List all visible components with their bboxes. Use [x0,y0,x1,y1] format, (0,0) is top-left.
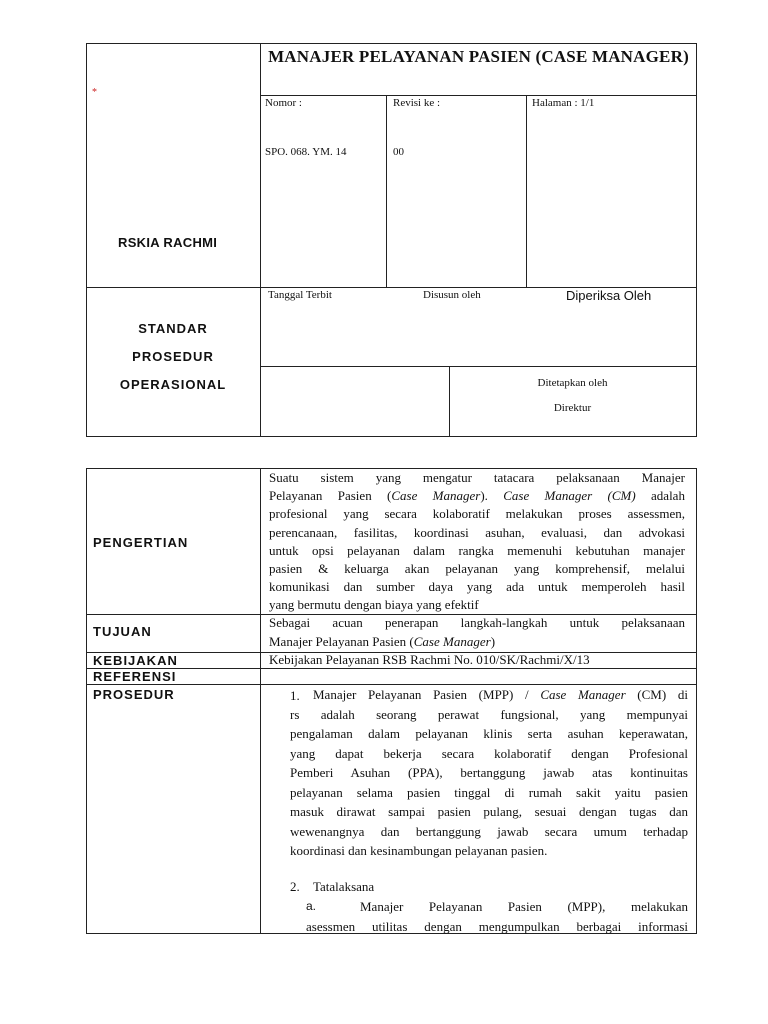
revisi-value: 00 [393,146,404,158]
prosedur-line: Pemberi Asuhan (PPA), bertanggung jawab atas kontinuitas [290,765,688,780]
direktur-label: Direktur [553,402,592,414]
kebijakan-value: Kebijakan Pelayanan RSB Rachmi No. 010/SK/Rachmi/X/13 [269,652,590,667]
pengertian-line: yang bermutu dengan biaya yang efektif [269,597,479,613]
sop-line-3: OPERASIONAL [119,377,227,392]
prosedur-item-2-number: 2. [290,879,300,894]
diperiksa-oleh-label: Diperiksa Oleh [566,288,652,303]
prosedur-line: masuk dirawat sampai pasien pulang, sesuai dengan tugas dan [290,804,688,819]
pengertian-line: untuk opsi pelayanan dalam rangka memenuhi kebutuhan manajer [269,542,685,558]
prosedur-line: Manajer Pelayanan Pasien (MPP), melakukan [360,899,688,914]
referensi-label: REFERENSI [93,669,177,684]
pengertian-line: perencanaan, fasilitas, koordinasi asuhan, evaluasi, dan advokasi [269,524,685,540]
tanggal-terbit-label: Tanggal Terbit [268,289,332,301]
hospital-logo-mark: * [92,87,97,98]
halaman-label: Halaman : 1/1 [532,97,595,109]
prosedur-line: rs adalah seorang perawat fungsional, yang mempunyai [290,706,688,722]
prosedur-line: Manajer Pelayanan Pasien (MPP) / Case Manager (CM) di [313,687,688,702]
pengertian-label: PENGERTIAN [93,535,189,550]
prosedur-label: PROSEDUR [93,687,175,702]
disusun-oleh-label: Disusun oleh [423,289,481,301]
kebijakan-label: KEBIJAKAN [93,653,178,668]
sop-line-1: STANDAR [138,321,208,336]
tujuan-line: Manajer Pelayanan Pasien (Case Manager) [269,634,496,649]
prosedur-item-2a-letter: a. [306,899,317,913]
prosedur-line: pengalaman dalam pelayanan klinis serta asuhan keperawatan, [290,726,688,741]
revisi-label: Revisi ke : [393,97,441,109]
nomor-value: SPO. 068. YM. 14 [265,146,347,158]
prosedur-line: asessmen utilitas dengan mengumpulkan berbagai informasi [306,918,688,934]
nomor-label: Nomor : [265,97,302,109]
prosedur-item-2-title: Tatalaksana [313,879,375,894]
tujuan-label: TUJUAN [93,624,152,639]
sop-line-2: PROSEDUR [132,349,214,364]
pengertian-line: profesional yang secara kolaboratif melakukan proses assessmen, [269,506,685,522]
prosedur-item-1-number: 1. [290,688,300,703]
pengertian-line: Pelayanan Pasien (Case Manager). Case Manager (CM) adalah [269,488,685,504]
prosedur-item-2a [306,897,688,936]
pengertian-line: Suatu sistem yang mengatur tatacara pelaksanaan Manajer [269,470,685,485]
prosedur-line: yang dapat bekerja secara kolaboratif dengan Profesional [290,745,688,761]
tujuan-line: Sebagai acuan penerapan langkah-langkah untuk pelaksanaan [269,615,685,630]
prosedur-line: pelayanan selama pasien tinggal di rumah sakit yaitu pasien [290,784,688,800]
prosedur-line: koordinasi dan kesinambungan pelayanan pasien. [290,843,548,858]
document-title: MANAJER PELAYANAN PASIEN (CASE MANAGER) [268,47,689,66]
prosedur-line: wewenangnya dan bertanggung jawab secara umum terhadap [290,823,688,839]
pengertian-text [269,469,685,615]
ditetapkan-oleh-label: Ditetapkan oleh [537,377,608,389]
prosedur-item-1 [290,685,688,861]
tujuan-text [269,613,685,651]
pengertian-line: komunikasi dan sumber daya yang ada untuk memperoleh hasil [269,579,685,595]
pengertian-line: pasien & keluarga akan pelayanan yang komprehensif, melalui [269,561,685,577]
hospital-name: RSKIA RACHMI [118,235,218,250]
